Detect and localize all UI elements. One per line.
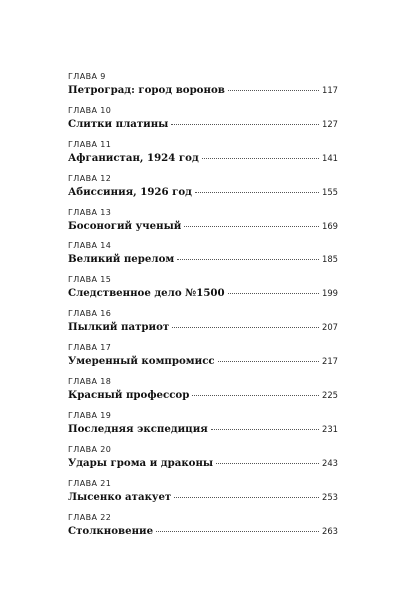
toc-line: [68, 83, 338, 99]
dot-leader: [218, 360, 319, 362]
chapter-label: ГЛАВА 16: [68, 309, 112, 319]
dot-leader: [184, 225, 319, 227]
chapter-title: Последняя экспедиция: [68, 422, 208, 435]
toc-line: [68, 524, 338, 540]
chapter-label: ГЛАВА 22: [68, 512, 112, 522]
chapter-title: Пылкий патриот: [68, 321, 170, 334]
toc-entry: [68, 309, 338, 343]
toc-entry: [68, 72, 338, 106]
toc-entry: [68, 513, 338, 547]
dot-leader: [156, 530, 319, 532]
toc-line: [68, 286, 338, 302]
dot-leader: [195, 191, 319, 193]
page-number: 253: [322, 491, 338, 502]
toc-entry: [68, 411, 338, 445]
table-of-contents: [68, 72, 338, 546]
toc-line: [68, 151, 338, 167]
chapter-label: ГЛАВА 18: [68, 377, 112, 387]
toc-entry: [68, 106, 338, 140]
chapter-label: ГЛАВА 15: [68, 275, 112, 285]
toc-entry: [68, 241, 338, 275]
toc-line: [68, 490, 338, 506]
page-number: 217: [322, 356, 338, 367]
dot-leader: [177, 258, 319, 260]
chapter-title: Красный профессор: [68, 389, 190, 402]
toc-line: [68, 456, 338, 472]
chapter-title: Удары грома и драконы: [68, 456, 214, 469]
chapter-label: ГЛАВА 19: [68, 410, 112, 420]
page-number: 231: [322, 423, 338, 434]
toc-entry: [68, 140, 338, 174]
chapter-title: Афганистан, 1924 год: [68, 151, 199, 164]
page-number: 207: [322, 322, 338, 333]
chapter-label: ГЛАВА 13: [68, 207, 112, 217]
chapter-label: ГЛАВА 14: [68, 241, 112, 251]
toc-line: [68, 422, 338, 438]
dot-leader: [171, 123, 319, 125]
page-number: 243: [322, 457, 338, 468]
dot-leader: [172, 326, 319, 328]
page-number: 141: [322, 152, 338, 163]
dot-leader: [202, 157, 319, 159]
toc-line: [68, 219, 338, 235]
page-number: 263: [322, 525, 338, 536]
toc-entry: [68, 377, 338, 411]
toc-entry: [68, 479, 338, 513]
toc-line: [68, 388, 338, 404]
chapter-title: Петроград: город воронов: [68, 84, 225, 96]
toc-line: [68, 117, 338, 133]
toc-entry: [68, 275, 338, 309]
page-number: 185: [322, 254, 338, 265]
chapter-label: ГЛАВА 12: [68, 173, 112, 183]
chapter-title: Слитки платины: [68, 117, 169, 130]
toc-entry: [68, 174, 338, 208]
toc-entry: [68, 208, 338, 242]
page-number: 169: [322, 220, 338, 231]
chapter-label: ГЛАВА 17: [68, 343, 112, 353]
chapter-title: Абиссиния, 1926 год: [68, 185, 192, 198]
toc-line: [68, 252, 338, 268]
page-number: 225: [322, 390, 338, 401]
dot-leader: [228, 89, 319, 91]
toc-line: [68, 320, 338, 336]
chapter-title: Великий перелом: [68, 253, 175, 266]
chapter-label: ГЛАВА 11: [68, 139, 112, 149]
toc-entry: [68, 445, 338, 479]
chapter-title: Столкновение: [68, 524, 154, 537]
dot-leader: [192, 394, 319, 396]
dot-leader: [211, 428, 319, 430]
toc-line: [68, 354, 338, 370]
chapter-title: Следственное дело №1500: [68, 287, 225, 300]
chapter-title: Умеренный компромисс: [68, 355, 215, 368]
page-number: 117: [322, 85, 338, 95]
chapter-title: Босоногий ученый: [68, 219, 182, 232]
chapter-label: ГЛАВА 9: [68, 72, 106, 81]
toc-line: [68, 185, 338, 201]
chapter-label: ГЛАВА 21: [68, 478, 112, 488]
chapter-title: Лысенко атакует: [68, 490, 172, 503]
dot-leader: [216, 462, 319, 464]
chapter-label: ГЛАВА 20: [68, 444, 112, 454]
dot-leader: [174, 496, 319, 498]
toc-entry: [68, 343, 338, 377]
page-number: 155: [322, 186, 338, 197]
page-number: 199: [322, 288, 338, 299]
dot-leader: [228, 292, 319, 294]
chapter-label: ГЛАВА 10: [68, 105, 112, 115]
page-number: 127: [322, 118, 338, 129]
